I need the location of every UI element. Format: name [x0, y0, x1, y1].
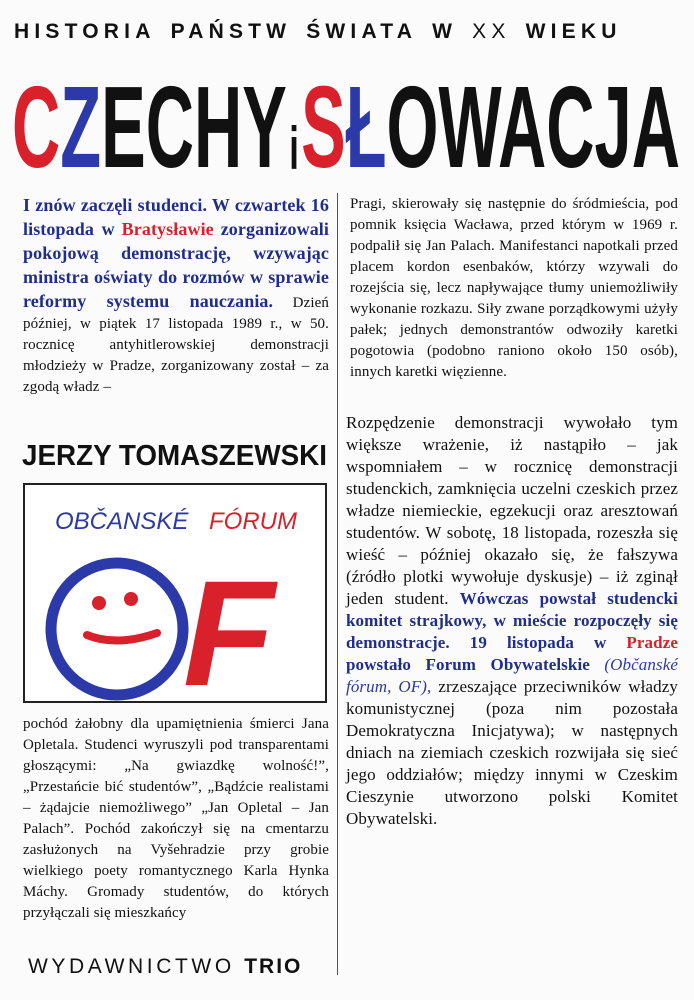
body-text: Rozpędzenie demonstracji wywołało tym większe wrażenie, iż nastąpiło – jak wspomniałem – w rocznicę demonstracji studenckich, zamknięcia uczelni czeskich przez władze niemieckie, egzekucji oraz aresztowań studentów. W sobotę, 18 listopada, rozeszła się wieść – później okazało się, że fałszywa (źródło plotki wywołuje dyskusje) – iż zginął jeden student.	[346, 413, 678, 608]
title-letter: ECHY	[101, 62, 287, 192]
smiley-eye-icon	[124, 592, 138, 606]
logo-graphic	[25, 485, 325, 701]
series-word: W	[432, 20, 458, 43]
body-text: Pragi, skierowały się następnie do śródmieścia, pod pomnik księcia Wacława, przed którym w 1969 r. podpalił się Jan Palach. Manifestanci napotkali przed placem kordon esenbaków, którzy wzywali do rozejścia się, lecz napływające tłumy uniemożliwiły wykonanie rozkazu. Siły zwane porządkowymi użyły pałek; jednych demonstrantów odwoziły karetki pogotowia (podobno raniono około 150 osób), innych karetki więzienne.	[350, 196, 678, 380]
title-letter: C	[12, 62, 61, 192]
smiley-mouth-icon	[87, 633, 157, 641]
highlight-text: Wówczas powstał studencki komitet strajkowy, w mieście rozpoczęły się demonstracje. 19 listopada w	[346, 589, 678, 652]
highlight-text: powstało Forum Obywatelskie	[346, 655, 590, 674]
column-divider	[337, 193, 338, 975]
publisher-name: WYDAWNICTWO	[28, 955, 235, 978]
title-conjunction: i	[289, 115, 299, 182]
body-text: pochód żałobny dla upamiętnienia śmierci Jana Opletala. Studenci wyruszyli pod transparentami głoszącymi: „Na gwiazdkę wolność!”, „Przestańcie bić studentów”, „Bądźcie realistami – żądajcie niemożliwego” „Jan Opletal – Jan Palach”. Pochód zakończył się na cmentarzu zasłużonych na Vyšehradzie przy grobie wielkiego poety romantycznego Karla Hynka Máchy. Gromady studentów, do których przyłączali się mieszkańcy	[23, 716, 329, 921]
right-column-bottom	[346, 412, 678, 830]
series-word: WIEKU	[525, 20, 622, 43]
logo-f-letter: F	[183, 549, 275, 701]
lead-text: I znów zaczęli studenci. W czwartek 16 listopada w	[23, 195, 329, 239]
publisher	[28, 955, 333, 979]
lead-city: Bratysławie	[121, 219, 214, 239]
author-name: JERZY TOMASZEWSKI	[22, 440, 327, 472]
body-text: Dzień później, w piątek 17 listopada 1989 r., w 50. rocznicę antyhitlerowskiej demonstracji młodzieży w Pradze, zorganizowany został – za zgodą władz –	[23, 295, 329, 395]
title-letter: OWACJA	[386, 62, 680, 192]
logo-text-a: OBČANSKÉ	[55, 508, 189, 535]
series-word: HISTORIA	[14, 20, 156, 43]
series-title	[14, 20, 680, 44]
right-column-top	[350, 194, 678, 383]
series-word: XX	[472, 20, 511, 43]
left-column-top	[23, 194, 329, 398]
logo-text-b: FÓRUM	[209, 508, 297, 535]
title-letter: Ł	[345, 62, 387, 192]
lead-text: zorganizowali pokojową demonstrację, wzywając ministra oświaty do rozmów w sprawie reformy systemu nauczania.	[23, 219, 329, 311]
forum-name-czech: Občanské fórum, OF	[346, 655, 678, 696]
smiley-eye-icon	[92, 596, 106, 610]
left-column-bottom	[23, 714, 329, 924]
body-text: zrzeszające przeciwników władzy komunistycznej (poza nim pozostała Demokratyczna Inicjatywa); w następnych dniach na ziemiach czeskich rozwijała się sieć jego oddziałów; między innymi w Czeskim Cieszynie utworzono polski Komitet Obywatelski.	[346, 677, 678, 828]
title-letter: S	[301, 62, 346, 192]
book-title	[12, 62, 680, 192]
title-letter: Z	[60, 62, 102, 192]
paren: ),	[421, 677, 432, 696]
series-word: ŚWIATA	[306, 20, 418, 43]
highlight-city: Pradze	[626, 633, 678, 652]
series-word: PAŃSTW	[170, 20, 292, 43]
smiley-circle-icon	[51, 563, 183, 695]
civic-forum-logo	[23, 483, 327, 703]
paren: (	[604, 655, 611, 674]
publisher-brand: TRIO	[244, 955, 303, 978]
